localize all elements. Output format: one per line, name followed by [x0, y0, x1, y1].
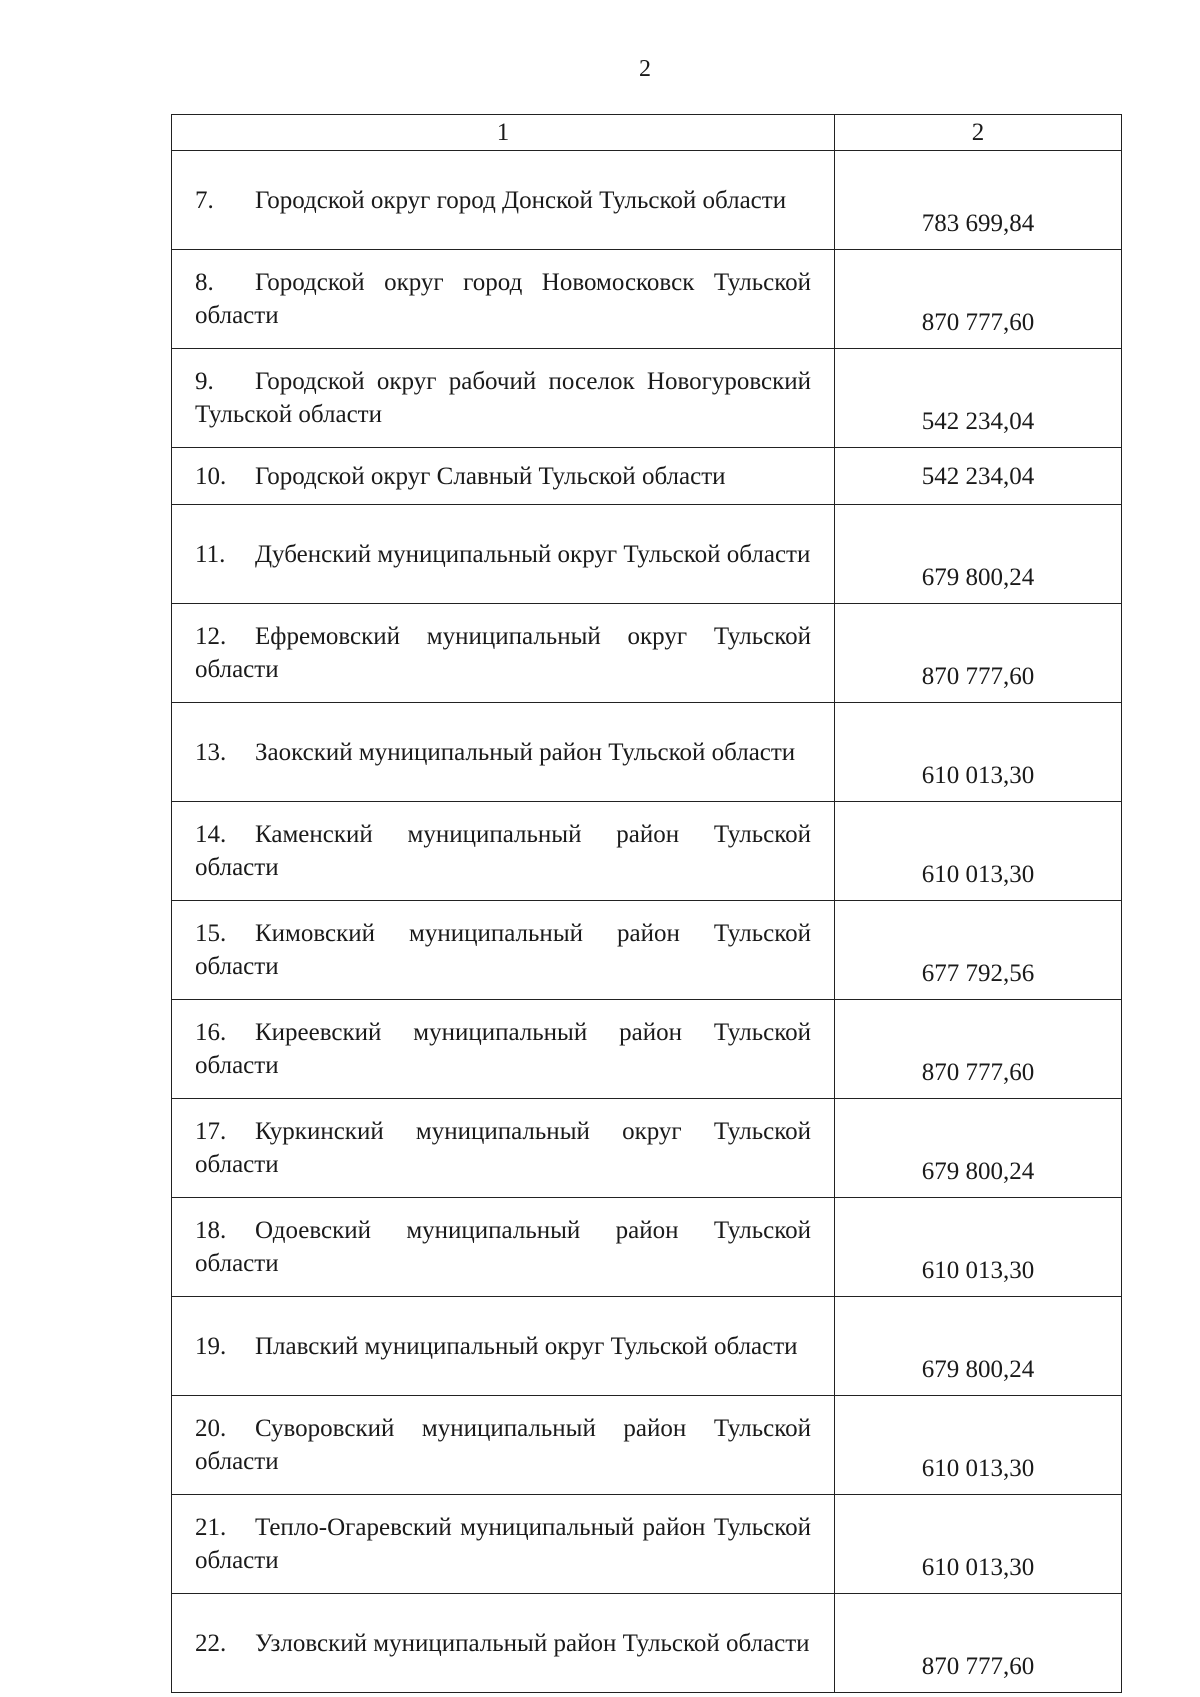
municipality-name: Городской округ рабочий поселок Новогуровский Тульской области [195, 368, 811, 428]
row-number: 8. [195, 269, 214, 296]
amount-cell: 870 777,60 [835, 1000, 1122, 1099]
municipality-name: Суворовский муниципальный район Тульской области [195, 1415, 811, 1475]
municipality-name: Куркинский муниципальный округ Тульской области [195, 1118, 811, 1178]
table-row [172, 1594, 1122, 1693]
municipality-cell [172, 1594, 835, 1693]
municipality-cell [172, 349, 835, 448]
municipality-cell [172, 901, 835, 1000]
amount-cell: 870 777,60 [835, 1594, 1122, 1693]
amount-cell: 610 013,30 [835, 1396, 1122, 1495]
table-row [172, 1396, 1122, 1495]
amount-cell: 542 234,04 [835, 349, 1122, 448]
municipality-name: Узловский муниципальный район Тульской области [255, 1629, 810, 1657]
amount-cell: 610 013,30 [835, 703, 1122, 802]
amount-cell: 677 792,56 [835, 901, 1122, 1000]
municipality-cell [172, 250, 835, 349]
municipality-cell [172, 1396, 835, 1495]
municipality-name: Заокский муниципальный район Тульской области [255, 738, 796, 766]
amount-cell: 679 800,24 [835, 1297, 1122, 1396]
row-number: 15. [195, 920, 227, 947]
municipality-name: Городской округ город Новомосковск Тульской области [195, 269, 811, 329]
municipality-name: Каменский муниципальный район Тульской области [195, 821, 811, 881]
amount-cell: 870 777,60 [835, 250, 1122, 349]
municipality-name: Тепло-Огаревский муниципальный район Тульской области [195, 1514, 811, 1574]
table-row [172, 802, 1122, 901]
municipality-name: Городской округ Славный Тульской области [255, 462, 726, 490]
amount-cell: 542 234,04 [835, 448, 1122, 505]
municipality-cell [172, 1297, 835, 1396]
row-number: 19. [195, 1332, 227, 1360]
municipality-name: Кимовский муниципальный район Тульской области [195, 920, 811, 980]
municipality-cell [172, 448, 835, 505]
table-row [172, 1297, 1122, 1396]
table-row [172, 448, 1122, 505]
municipality-name: Киреевский муниципальный район Тульской области [195, 1019, 811, 1079]
table-row [172, 901, 1122, 1000]
municipality-cell [172, 151, 835, 250]
row-number: 10. [195, 462, 227, 490]
municipality-name: Плавский муниципальный округ Тульской области [255, 1332, 798, 1360]
municipality-name: Городской округ город Донской Тульской области [255, 186, 787, 214]
amount-cell: 870 777,60 [835, 604, 1122, 703]
table-row [172, 250, 1122, 349]
municipality-cell [172, 1000, 835, 1099]
row-number: 9. [195, 368, 214, 395]
table-row [172, 703, 1122, 802]
row-number: 17. [195, 1118, 227, 1145]
amount-cell: 610 013,30 [835, 1495, 1122, 1594]
table-row [172, 1099, 1122, 1198]
row-number: 22. [195, 1629, 227, 1657]
table-row [172, 505, 1122, 604]
column-header-1: 1 [172, 115, 835, 151]
table-row [172, 1000, 1122, 1099]
table-row [172, 349, 1122, 448]
row-number: 21. [195, 1514, 227, 1541]
row-number: 18. [195, 1217, 227, 1244]
amount-cell: 610 013,30 [835, 802, 1122, 901]
amount-cell: 679 800,24 [835, 1099, 1122, 1198]
municipality-cell [172, 604, 835, 703]
municipality-cell [172, 1198, 835, 1297]
table-row [172, 1198, 1122, 1297]
table-header-row [172, 115, 1122, 151]
row-number: 13. [195, 738, 227, 766]
row-number: 20. [195, 1415, 227, 1442]
row-number: 14. [195, 821, 227, 848]
page-number: 2 [639, 56, 651, 82]
row-number: 16. [195, 1019, 227, 1046]
row-number: 12. [195, 623, 227, 650]
amount-cell: 610 013,30 [835, 1198, 1122, 1297]
municipality-cell [172, 505, 835, 604]
table-row [172, 151, 1122, 250]
allocation-table [171, 114, 1122, 1693]
table-row [172, 604, 1122, 703]
amount-cell: 679 800,24 [835, 505, 1122, 604]
row-number: 7. [195, 186, 214, 214]
table-row [172, 1495, 1122, 1594]
column-header-2: 2 [835, 115, 1122, 151]
municipality-cell [172, 1099, 835, 1198]
row-number: 11. [195, 540, 226, 568]
municipality-name: Ефремовский муниципальный округ Тульской области [195, 623, 811, 683]
municipality-cell [172, 1495, 835, 1594]
municipality-name: Дубенский муниципальный округ Тульской области [255, 540, 811, 568]
municipality-cell [172, 703, 835, 802]
municipality-name: Одоевский муниципальный район Тульской области [195, 1217, 811, 1277]
municipality-cell [172, 802, 835, 901]
amount-cell: 783 699,84 [835, 151, 1122, 250]
